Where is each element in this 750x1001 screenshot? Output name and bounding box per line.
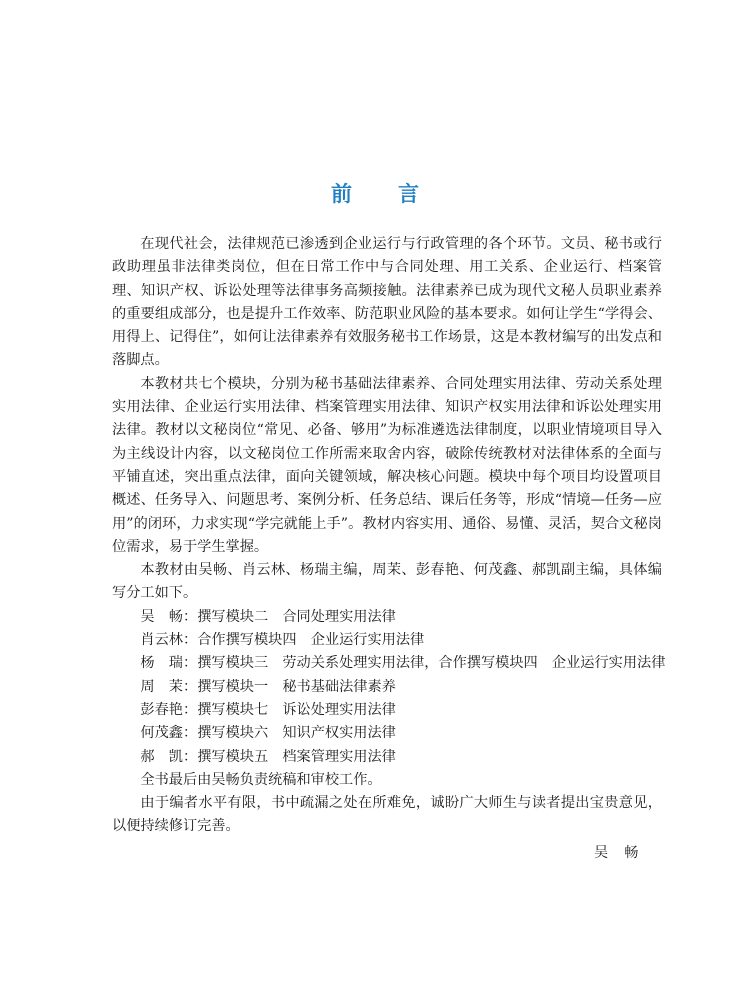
role-item: [112, 722, 662, 745]
role-separator: ：: [182, 632, 198, 649]
role-item: [112, 606, 662, 629]
role-item: [112, 676, 662, 699]
title-char-2: 言: [398, 181, 419, 206]
role-name: 周茉: [140, 678, 183, 695]
role-topic: 档案管理实用法律: [282, 748, 396, 765]
paragraph-final-review: 全书最后由吴畅负责统稿和审校工作。: [140, 771, 382, 788]
role-separator: ：: [182, 701, 198, 718]
role-task: 撰写模块三: [197, 655, 269, 672]
role-name: 吴畅: [140, 608, 183, 625]
author-role-list: [112, 606, 666, 769]
role-task: 撰写模块六: [197, 725, 269, 742]
role-task: 撰写模块七: [197, 701, 269, 718]
role-name: 杨瑞: [140, 655, 183, 672]
role-topic: 诉讼处理实用法律: [282, 701, 396, 718]
role-name: 彭春艳: [140, 701, 183, 718]
paragraph-closing: 由于编者水平有限，书中疏漏之处在所难免，诚盼广大师生与读者提出宝贵意见，以便持续修订完善。: [112, 795, 662, 835]
role-name: 郝凯: [140, 748, 183, 765]
role-topic: 秘书基础法律素养: [282, 678, 396, 695]
role-separator: ：: [182, 748, 198, 765]
role-topic: 企业运行实用法律: [310, 632, 425, 649]
role-separator: ：: [182, 608, 198, 625]
title-char-1: 前: [331, 181, 352, 206]
role-topic: 知识产权实用法律: [282, 725, 396, 742]
role-separator: ：: [182, 655, 198, 672]
page-title: [0, 178, 750, 208]
role-topic: 合同处理实用法律: [282, 608, 396, 625]
paragraph-editors: 本教材由吴畅、肖云林、杨瑞主编，周茉、彭春艳、何茂鑫、郝凯副主编，具体编写分工如下。: [112, 562, 662, 602]
role-item: [112, 699, 662, 722]
role-separator: ：: [182, 725, 198, 742]
role-task: 撰写模块二: [197, 608, 269, 625]
paragraph-structure: 本教材共七个模块，分别为秘书基础法律素养、合同处理实用法律、劳动关系处理实用法律、企业运行实用法律、档案管理实用法律、知识产权实用法律和诉讼处理实用法律。教材以文秘岗位“常见、必备、够用”为标准遴选法律制度，以职业情境项目导入为主线设计内容，以文秘岗位工作所需来取舍内容，破除传统教材对法律体系的全面与平铺直述，突出重点法律，面向关键领域，解决核心问题。模块中每个项目均设置项目概述、任务导入、问题思考、案例分析、任务总结、课后任务等，形成“情境—任务—应用”的闭环，力求实现“学完就能上手”。教材内容实用、通俗、易懂、灵活，契合文秘岗位需求，易于学生掌握。: [112, 375, 662, 555]
preface-body: [112, 233, 666, 839]
paragraph-intro: 在现代社会，法律规范已渗透到企业运行与行政管理的各个环节。文员、秘书或行政助理虽非法律类岗位，但在日常工作中与合同处理、用工关系、企业运行、档案管理、知识产权、诉讼处理等法律事务高频接触。法律素养已成为现代文秘人员职业素养的重要组成部分，也是提升工作效率、防范职业风险的基本要求。如何让学生“学得会、用得上、记得住”，如何让法律素养有效服务秘书工作场景，这是本教材编写的出发点和落脚点。: [112, 236, 662, 369]
role-name: 何茂鑫: [140, 725, 183, 742]
role-task: 撰写模块一: [197, 678, 269, 695]
role-item: [112, 746, 662, 769]
role-name: 肖云林: [140, 632, 183, 649]
role-task: 合作撰写模块四: [197, 632, 297, 649]
role-item: [112, 629, 662, 652]
role-separator: ：: [182, 678, 198, 695]
role-task: 撰写模块五: [197, 748, 269, 765]
signature: 吴畅: [594, 845, 655, 861]
role-topic: 劳动关系处理实用法律，合作撰写模块四 企业运行实用法律: [282, 655, 666, 672]
role-item: [112, 652, 666, 675]
